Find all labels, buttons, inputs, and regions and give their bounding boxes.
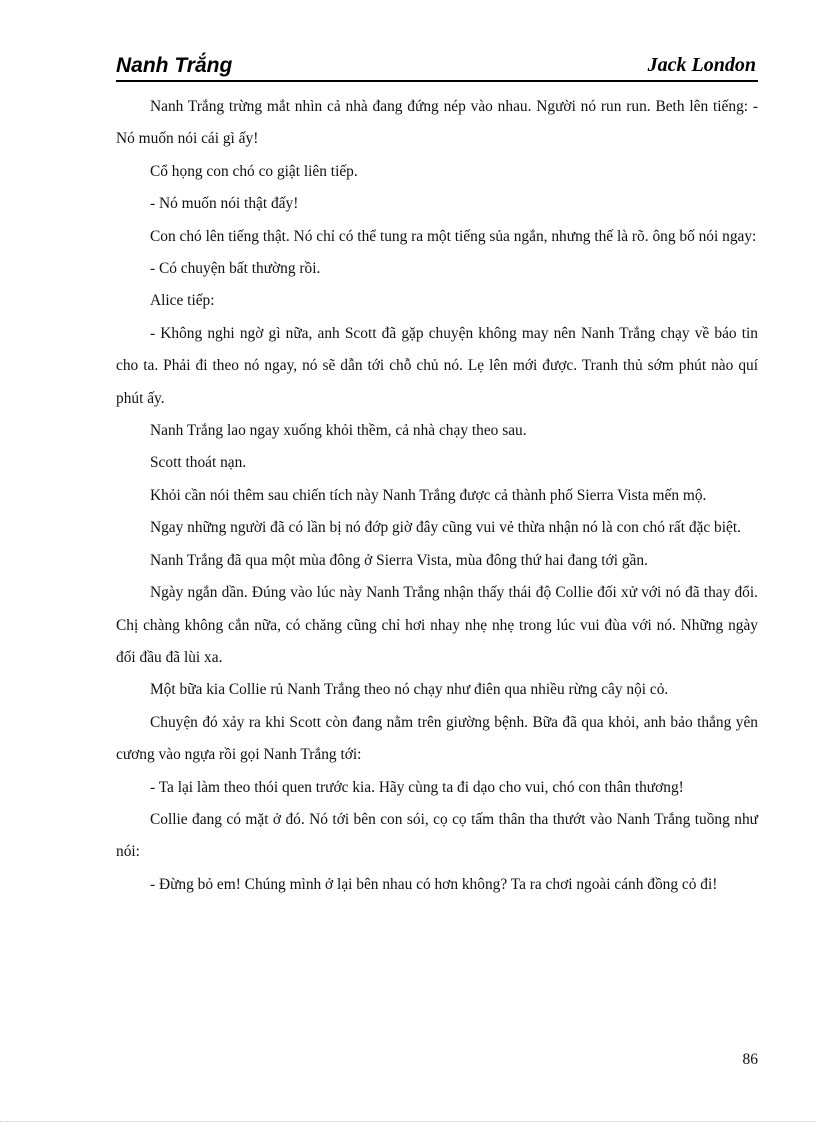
paragraph: - Đừng bỏ em! Chúng mình ở lại bên nhau có hơn không? Ta ra chơi ngoài cánh đồng cỏ đi! bbox=[150, 875, 718, 893]
paragraph: Alice tiếp: bbox=[150, 292, 215, 310]
paragraph: Ngày ngắn dần. Đúng vào lúc này Nanh Trắng nhận thấy thái độ Collie đối xử với nó đã thay đổi. Chị chàng không cắn nữa, có chăng cũng chỉ hơi nhay nhẹ nhẹ trong lúc vui đùa với nó. Những ngày đối đầu đã lùi xa. bbox=[116, 584, 758, 666]
paragraph: - Không nghi ngờ gì nữa, anh Scott đã gặp chuyện không may nên Nanh Trắng chạy về báo tin cho ta. Phải đi theo nó ngay, nó sẽ dẫn tới chỗ chủ nó. Lẹ lên mới được. Tranh thủ sớm phút nào quí phút ấy. bbox=[116, 324, 758, 407]
paragraph: Cổ họng con chó co giật liên tiếp. bbox=[150, 162, 358, 180]
body-text bbox=[116, 91, 758, 901]
paragraph: Ngay những người đã có lần bị nó đớp giờ đây cũng vui vẻ thừa nhận nó là con chó rất đặc biệt. bbox=[150, 519, 741, 537]
paragraph: Một bữa kia Collie rủ Nanh Trắng theo nó chạy như điên qua nhiều rừng cây nội cỏ. bbox=[150, 681, 669, 699]
paragraph: - Có chuyện bất thường rồi. bbox=[150, 260, 321, 278]
paragraph: Nanh Trắng đã qua một mùa đông ở Sierra Vista, mùa đông thứ hai đang tới gần. bbox=[150, 551, 648, 569]
paragraph: - Ta lại làm theo thói quen trước kia. Hãy cùng ta đi dạo cho vui, chó con thân thương! bbox=[150, 778, 684, 796]
page-number: 86 bbox=[742, 1051, 758, 1068]
paragraph: - Nó muốn nói thật đấy! bbox=[150, 195, 299, 213]
paragraph: Nanh Trắng lao ngay xuống khỏi thềm, cả nhà chạy theo sau. bbox=[150, 422, 527, 440]
paragraph: Khỏi cần nói thêm sau chiến tích này Nanh Trắng được cả thành phố Sierra Vista mến mộ. bbox=[150, 486, 707, 504]
book-title: Nanh Trắng bbox=[116, 54, 233, 77]
paragraph: Nanh Trắng trừng mắt nhìn cả nhà đang đứng nép vào nhau. Người nó run run. Beth lên tiếng: - Nó muốn nói cái gì ấy! bbox=[116, 98, 758, 148]
paragraph: Collie đang có mặt ở đó. Nó tới bên con sói, cọ cọ tấm thân tha thướt vào Nanh Trắng tuồng như nói: bbox=[116, 810, 758, 861]
paragraph: Chuyện đó xảy ra khi Scott còn đang nằm trên giường bệnh. Bữa đã qua khỏi, anh bảo thắng yên cương vào ngựa rồi gọi Nanh Trắng tới: bbox=[116, 713, 758, 764]
author-name: Jack London bbox=[647, 54, 756, 76]
paragraph: Con chó lên tiếng thật. Nó chỉ có thể tung ra một tiếng sủa ngắn, nhưng thế là rõ. ông bố nói ngay: bbox=[150, 227, 757, 245]
footer-divider bbox=[0, 1121, 816, 1122]
paragraph: Scott thoát nạn. bbox=[150, 454, 247, 472]
running-header bbox=[116, 50, 758, 82]
